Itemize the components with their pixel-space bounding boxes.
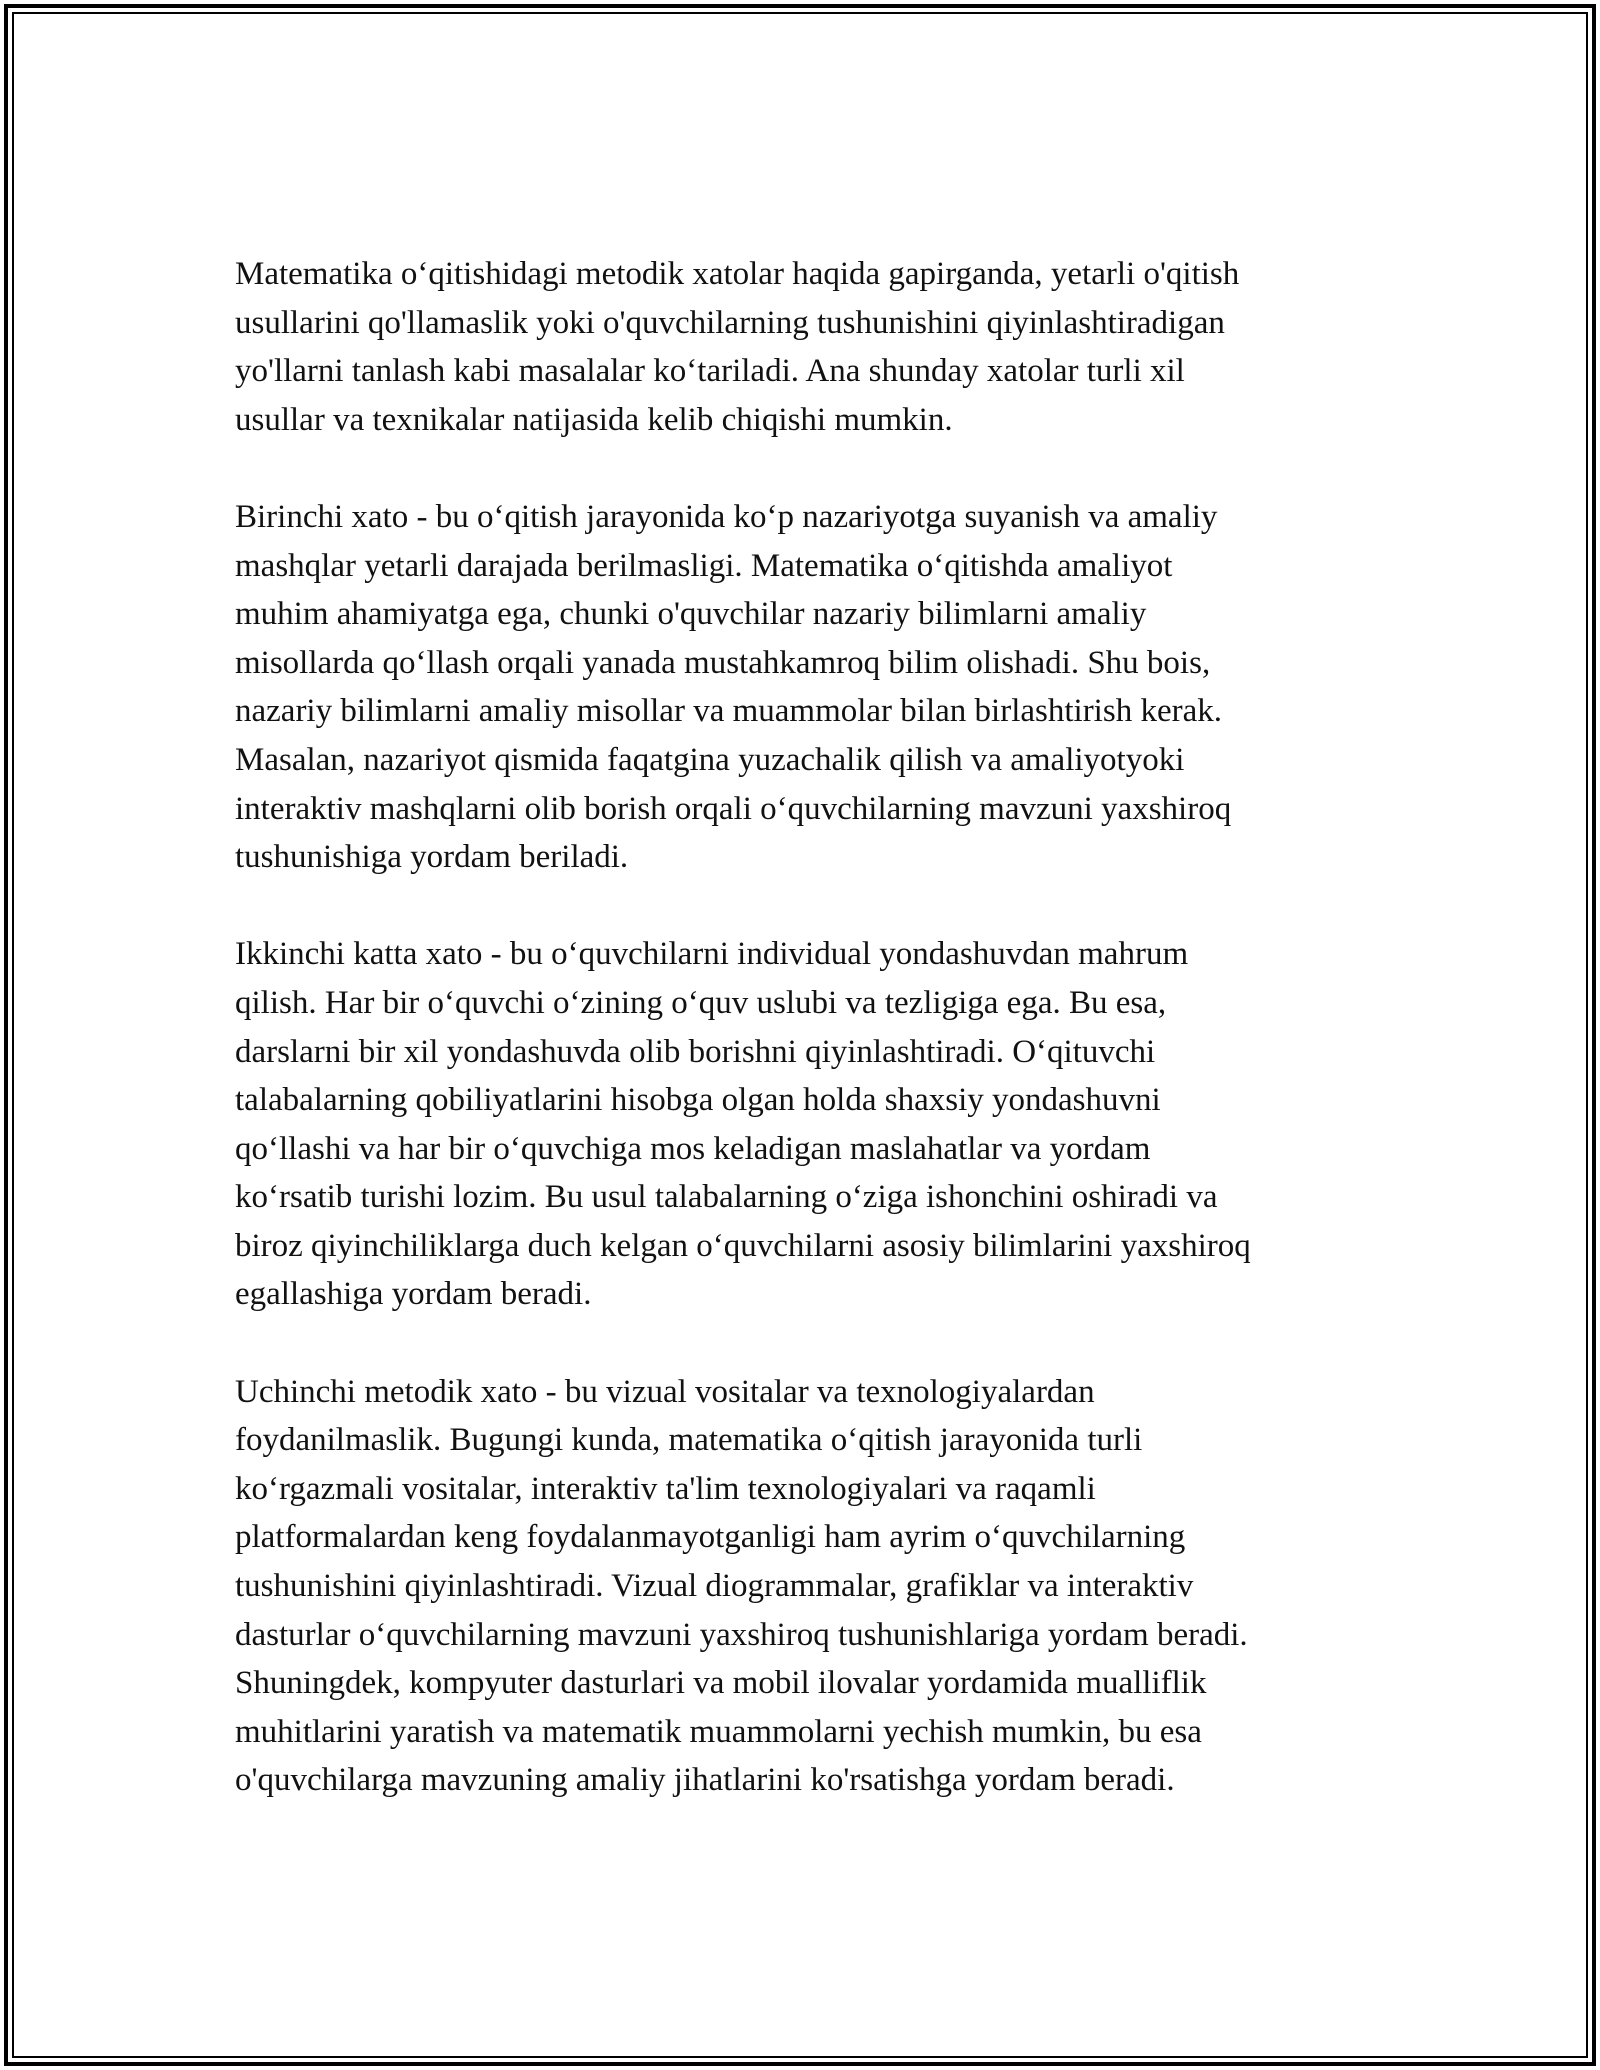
text-line: Shuningdek, kompyuter dasturlari va mobil ilovalar yordamida mualliflik — [235, 1665, 1207, 1702]
text-line: nazariy bilimlarni amaliy misollar va muammolar bilan birlashtirish kerak. — [235, 693, 1222, 730]
text-line: usullarini qo'llamaslik yoki o'quvchilarning tushunishini qiyinlashtiradigan — [235, 304, 1225, 341]
text-line: ko‘rgazmali vositalar, interaktiv ta'lim texnologiyalari va raqamli — [235, 1470, 1096, 1507]
text-line: muhitlarini yaratish va matematik muammolarni yechish mumkin, bu esa — [235, 1713, 1202, 1750]
text-line: Ikkinchi katta xato - bu o‘quvchilarni individual yondashuvdan mahrum — [235, 936, 1189, 973]
text-line: platformalardan keng foydalanmayotganligi ham ayrim o‘quvchilarning — [235, 1519, 1186, 1556]
text-line: tushunishini qiyinlashtiradi. Vizual diogrammalar, grafiklar va interaktiv — [235, 1568, 1194, 1605]
text-line: interaktiv mashqlarni olib borish orqali o‘quvchilarning mavzuni yaxshiroq — [235, 790, 1232, 827]
text-line: muhim ahamiyatga ega, chunki o'quvchilar nazariy bilimlarni amaliy — [235, 596, 1147, 633]
text-line: egallashiga yordam beradi. — [235, 1276, 592, 1313]
text-line: o'quvchilarga mavzuning amaliy jihatlarini ko'rsatishga yordam beradi. — [235, 1762, 1175, 1799]
text-line: Birinchi xato - bu o‘qitish jarayonida ko‘p nazariyotga suyanish va amaliy — [235, 498, 1218, 535]
paragraph-1 — [235, 250, 1385, 444]
paragraph-3 — [235, 930, 1385, 1319]
text-line: Matematika o‘qitishidagi metodik xatolar haqida gapirganda, yetarli o'qitish — [235, 256, 1240, 292]
text-line: mashqlar yetarli darajada berilmasligi. Matematika o‘qitishda amaliyot — [235, 547, 1173, 584]
text-line: biroz qiyinchiliklarga duch kelgan o‘quvchilarni asosiy bilimlarini yaxshiroq — [235, 1227, 1251, 1264]
text-line: darslarni bir xil yondashuvda olib borishni qiyinlashtiradi. O‘qituvchi — [235, 1033, 1156, 1070]
text-line: foydanilmaslik. Bugungi kunda, matematika o‘qitish jarayonida turli — [235, 1422, 1143, 1459]
text-line: tushunishiga yordam beriladi. — [235, 839, 629, 876]
text-line: talabalarning qobiliyatlarini hisobga olgan holda shaxsiy yondashuvni — [235, 1082, 1161, 1119]
text-line: qilish. Har bir o‘quvchi o‘zining o‘quv uslubi va tezligiga ega. Bu esa, — [235, 984, 1167, 1021]
text-line: ko‘rsatib turishi lozim. Bu usul talabalarning o‘ziga ishonchini oshiradi va — [235, 1179, 1218, 1216]
text-line: dasturlar o‘quvchilarning mavzuni yaxshiroq tushunishlariga yordam beradi. — [235, 1616, 1248, 1653]
text-line: misollarda qo‘llash orqali yanada mustahkamroq bilim olishadi. Shu bois, — [235, 644, 1211, 681]
text-line: qo‘llashi va har bir o‘quvchiga mos keladigan maslahatlar va yordam — [235, 1130, 1151, 1167]
text-line: Uchinchi metodik xato - bu vizual vositalar va texnologiyalardan — [235, 1373, 1095, 1410]
paragraph-4 — [235, 1368, 1385, 1805]
paragraph-2 — [235, 493, 1385, 882]
text-line: yo'llarni tanlash kabi masalalar ko‘tariladi. Ana shunday xatolar turli xil — [235, 353, 1185, 390]
text-line: usullar va texnikalar natijasida kelib chiqishi mumkin. — [235, 401, 953, 438]
text-line: Masalan, nazariyot qismida faqatgina yuzachalik qilish va amaliyotyoki — [235, 741, 1185, 778]
document-body — [235, 250, 1385, 1854]
